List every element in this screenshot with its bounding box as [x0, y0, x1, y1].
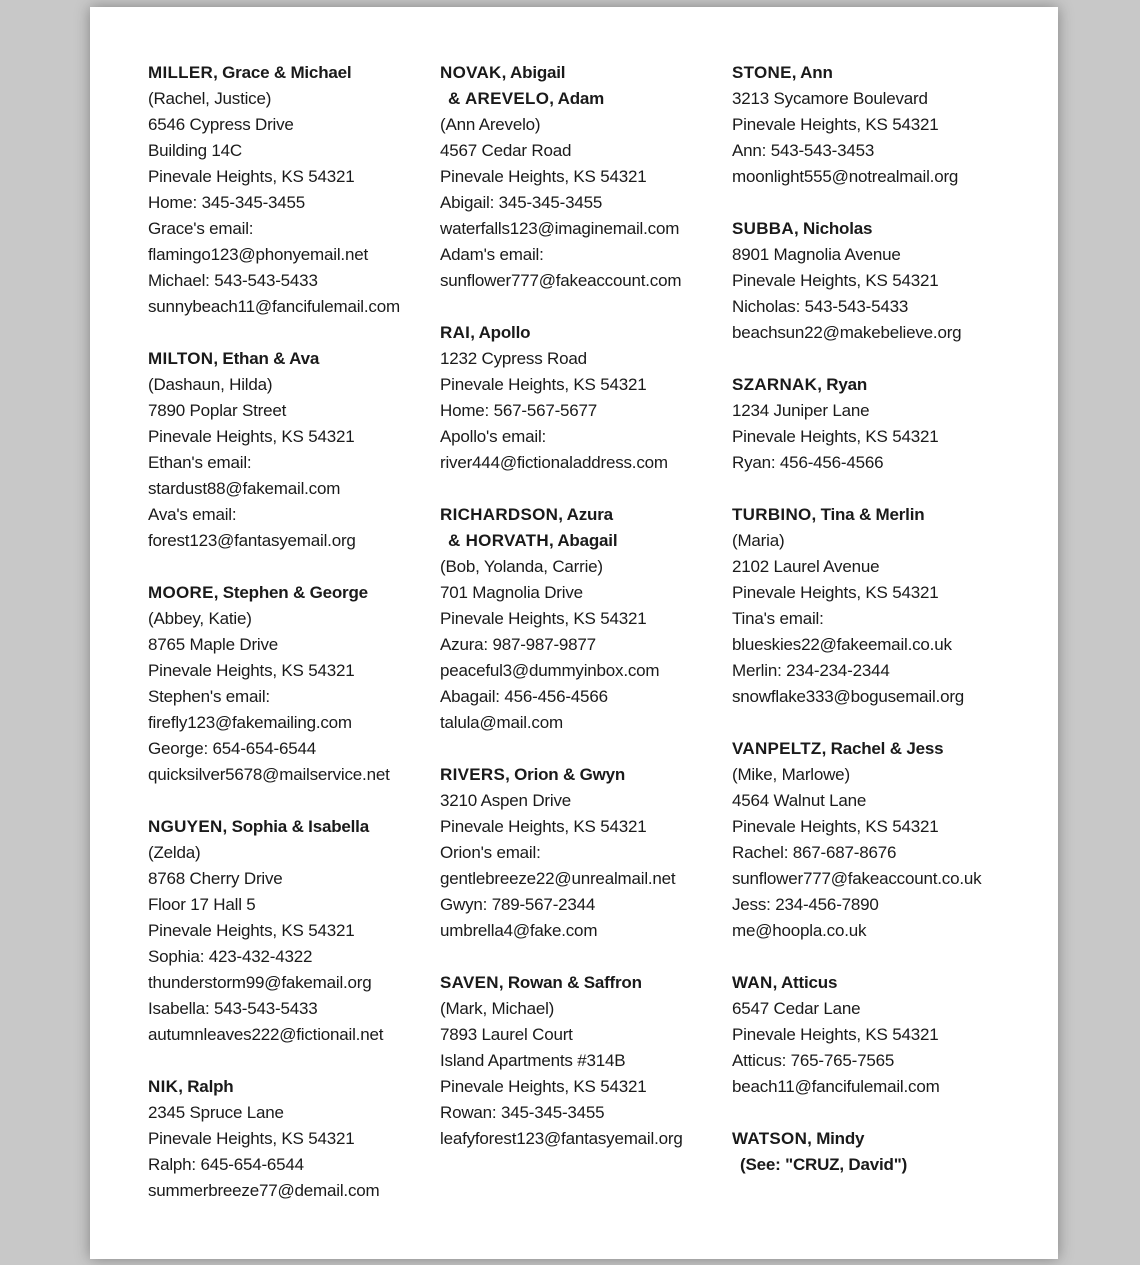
entry-detail-line: Jess: 234-456-7890 — [732, 895, 879, 914]
entry-detail-line: Adam's email: — [440, 245, 544, 264]
entry-second-name — [440, 528, 725, 554]
entry-name — [440, 60, 725, 86]
entry-detail-line: Floor 17 Hall 5 — [148, 895, 256, 914]
entry-surname: NOVAK — [440, 63, 502, 82]
entry-name — [148, 60, 433, 86]
entry-surname: SUBBA — [732, 219, 794, 238]
directory-entry — [440, 320, 725, 476]
entry-detail-line: 701 Magnolia Drive — [440, 583, 583, 602]
entry-detail-line: Sophia: 423-432-4322 — [148, 947, 313, 966]
entry-given-names: , Ann — [791, 63, 833, 82]
entry-second-given-names: , Adam — [549, 89, 605, 108]
entry-detail-line: 1234 Juniper Lane — [732, 401, 870, 420]
entry-surname: NIK — [148, 1077, 179, 1096]
entry-detail-line: 4564 Walnut Lane — [732, 791, 867, 810]
entry-detail-line: Island Apartments #314B — [440, 1051, 626, 1070]
entry-given-names: , Azura — [558, 505, 613, 524]
entry-detail-line: stardust88@fakemail.com — [148, 479, 341, 498]
entry-detail-line: Home: 345-345-3455 — [148, 193, 306, 212]
entry-detail-line: Nicholas: 543-543-5433 — [732, 297, 909, 316]
entry-surname: MILTON — [148, 349, 214, 368]
directory-column-1 — [148, 60, 433, 1230]
entry-cross-reference: (See: "CRUZ, David") — [740, 1155, 908, 1174]
entry-detail-line: 2345 Spruce Lane — [148, 1103, 284, 1122]
entry-given-names: , Ethan & Ava — [213, 349, 320, 368]
entry-detail-line: beachsun22@makebelieve.org — [732, 323, 962, 342]
entry-surname: RIVERS — [440, 765, 506, 784]
entry-detail-line: sunflower777@fakeaccount.com — [440, 271, 682, 290]
entry-detail-line: leafyforest123@fantasyemail.org — [440, 1129, 683, 1148]
entry-given-names: , Stephen & George — [213, 583, 368, 602]
entry-detail-line: quicksilver5678@mailservice.net — [148, 765, 390, 784]
entry-detail-line: gentlebreeze22@unrealmail.net — [440, 869, 676, 888]
entry-given-names: , Rachel & Jess — [821, 739, 944, 758]
entry-detail-line: 4567 Cedar Road — [440, 141, 572, 160]
entry-detail-line: Pinevale Heights, KS 54321 — [440, 375, 647, 394]
entry-name — [440, 762, 725, 788]
entry-detail-line: Pinevale Heights, KS 54321 — [148, 661, 355, 680]
directory-entry — [148, 814, 433, 1048]
entry-surname: RICHARDSON — [440, 505, 559, 524]
directory-column-2 — [440, 60, 725, 1178]
entry-name — [440, 320, 725, 346]
entry-name — [732, 60, 1017, 86]
entry-surname: MOORE — [148, 583, 214, 602]
entry-detail-line: Pinevale Heights, KS 54321 — [440, 609, 647, 628]
entry-detail-line: Pinevale Heights, KS 54321 — [440, 1077, 647, 1096]
entry-name — [148, 1074, 433, 1100]
entry-detail-line: Atticus: 765-765-7565 — [732, 1051, 895, 1070]
entry-name — [148, 814, 433, 840]
entry-surname: SZARNAK — [732, 375, 818, 394]
entry-detail-line: Ryan: 456-456-4566 — [732, 453, 884, 472]
entry-detail-line: Pinevale Heights, KS 54321 — [440, 167, 647, 186]
entry-given-names: , Orion & Gwyn — [505, 765, 626, 784]
entry-detail-line: forest123@fantasyemail.org — [148, 531, 356, 550]
entry-name — [732, 736, 1017, 762]
directory-entry — [440, 502, 725, 736]
entry-detail-line: Pinevale Heights, KS 54321 — [732, 271, 939, 290]
entry-detail-line: 8765 Maple Drive — [148, 635, 279, 654]
entry-given-names: , Rowan & Saffron — [498, 973, 642, 992]
entry-second-surname: & HORVATH — [448, 531, 549, 550]
entry-detail-line: Pinevale Heights, KS 54321 — [732, 427, 939, 446]
entry-name — [440, 502, 725, 528]
entry-detail-line: Gwyn: 789-567-2344 — [440, 895, 596, 914]
entry-detail-line: Ethan's email: — [148, 453, 252, 472]
directory-entry — [148, 580, 433, 788]
entry-surname: TURBINO — [732, 505, 812, 524]
directory-entry — [732, 502, 1017, 710]
entry-name — [148, 346, 433, 372]
entry-detail-line: thunderstorm99@fakemail.org — [148, 973, 372, 992]
entry-detail-line: Pinevale Heights, KS 54321 — [732, 817, 939, 836]
entry-detail-line: Home: 567-567-5677 — [440, 401, 598, 420]
entry-detail-line: Ava's email: — [148, 505, 237, 524]
directory-entry — [440, 762, 725, 944]
directory-entry — [732, 970, 1017, 1100]
entry-detail-line: Merlin: 234-234-2344 — [732, 661, 890, 680]
entry-detail-line: Pinevale Heights, KS 54321 — [732, 1025, 939, 1044]
entry-given-names: , Apollo — [470, 323, 531, 342]
directory-entry — [440, 970, 725, 1152]
entry-detail-line: talula@mail.com — [440, 713, 563, 732]
entry-detail-line: 7893 Laurel Court — [440, 1025, 573, 1044]
entry-detail-line: blueskies22@fakeemail.co.uk — [732, 635, 952, 654]
entry-detail-line: Michael: 543-543-5433 — [148, 271, 318, 290]
entry-given-names: , Ralph — [178, 1077, 234, 1096]
directory-entry — [148, 60, 433, 320]
entry-name — [732, 970, 1017, 996]
entry-detail-line: me@hoopla.co.uk — [732, 921, 867, 940]
entry-name — [732, 216, 1017, 242]
entry-detail-line: (Ann Arevelo) — [440, 115, 541, 134]
entry-detail-line: Pinevale Heights, KS 54321 — [732, 115, 939, 134]
entry-detail-line: Apollo's email: — [440, 427, 547, 446]
entry-detail-line: (Zelda) — [148, 843, 201, 862]
entry-second-name — [440, 86, 725, 112]
entry-name — [732, 502, 1017, 528]
entry-detail-line: Abigail: 345-345-3455 — [440, 193, 603, 212]
entry-detail-line: beach11@fancifulemail.com — [732, 1077, 940, 1096]
entry-detail-line: (Bob, Yolanda, Carrie) — [440, 557, 603, 576]
entry-detail-line: Pinevale Heights, KS 54321 — [148, 921, 355, 940]
entry-detail-line: flamingo123@phonyemail.net — [148, 245, 368, 264]
directory-entry — [732, 216, 1017, 346]
entry-surname: STONE — [732, 63, 792, 82]
entry-detail-line: umbrella4@fake.com — [440, 921, 598, 940]
entry-surname: WATSON — [732, 1129, 808, 1148]
entry-detail-line: Pinevale Heights, KS 54321 — [440, 817, 647, 836]
entry-second-given-names: , Abagail — [548, 531, 618, 550]
entry-second-surname: & AREVELO — [448, 89, 550, 108]
entry-detail-line: 7890 Poplar Street — [148, 401, 287, 420]
directory-entry — [732, 1126, 1017, 1178]
entry-detail-line: Isabella: 543-543-5433 — [148, 999, 318, 1018]
entry-detail-line: autumnleaves222@fictionail.net — [148, 1025, 384, 1044]
entry-detail-line: Ralph: 645-654-6544 — [148, 1155, 304, 1174]
entry-detail-line: (Maria) — [732, 531, 785, 550]
entry-detail-line: (Abbey, Katie) — [148, 609, 252, 628]
entry-detail-line: firefly123@fakemailing.com — [148, 713, 352, 732]
entry-detail-line: George: 654-654-6544 — [148, 739, 317, 758]
directory-entry — [148, 346, 433, 554]
entry-name — [148, 580, 433, 606]
entry-detail-line: Pinevale Heights, KS 54321 — [148, 1129, 355, 1148]
entry-detail-line: moonlight555@notrealmail.org — [732, 167, 959, 186]
entry-detail-line: 6546 Cypress Drive — [148, 115, 294, 134]
entry-surname: VANPELTZ — [732, 739, 822, 758]
entry-given-names: , Nicholas — [793, 219, 873, 238]
entry-given-names: , Atticus — [772, 973, 838, 992]
entry-detail-line: Building 14C — [148, 141, 242, 160]
entry-detail-line: sunflower777@fakeaccount.co.uk — [732, 869, 982, 888]
directory-entry — [732, 372, 1017, 476]
entry-name — [440, 970, 725, 996]
entry-detail-line: snowflake333@bogusemail.org — [732, 687, 965, 706]
entry-detail-line: waterfalls123@imaginemail.com — [440, 219, 680, 238]
entry-detail-line: Pinevale Heights, KS 54321 — [148, 427, 355, 446]
entry-detail-line: 3213 Sycamore Boulevard — [732, 89, 928, 108]
directory-entry — [440, 60, 725, 294]
entry-surname: MILLER — [148, 63, 214, 82]
entry-name — [732, 1126, 1017, 1152]
entry-detail-line: Ann: 543-543-3453 — [732, 141, 875, 160]
entry-detail-line: 2102 Laurel Avenue — [732, 557, 880, 576]
document-page — [90, 7, 1058, 1259]
entry-surname: WAN — [732, 973, 773, 992]
entry-detail-line: 8901 Magnolia Avenue — [732, 245, 901, 264]
entry-detail-line: Rowan: 345-345-3455 — [440, 1103, 605, 1122]
entry-given-names: , Tina & Merlin — [811, 505, 925, 524]
entry-detail-line: sunnybeach11@fancifulemail.com — [148, 297, 400, 316]
directory-entry — [732, 736, 1017, 944]
entry-detail-line: Abagail: 456-456-4566 — [440, 687, 608, 706]
entry-detail-line: Pinevale Heights, KS 54321 — [148, 167, 355, 186]
directory-entry — [148, 1074, 433, 1204]
entry-detail-line: (Rachel, Justice) — [148, 89, 272, 108]
entry-detail-line: 6547 Cedar Lane — [732, 999, 861, 1018]
entry-given-names: , Mindy — [807, 1129, 865, 1148]
entry-detail-line: 1232 Cypress Road — [440, 349, 587, 368]
entry-surname: SAVEN — [440, 973, 499, 992]
entry-detail-line: Tina's email: — [732, 609, 824, 628]
entry-name — [732, 372, 1017, 398]
entry-detail-line: Azura: 987-987-9877 — [440, 635, 596, 654]
entry-detail-line: (Mike, Marlowe) — [732, 765, 850, 784]
directory-column-3 — [732, 60, 1017, 1204]
entry-surname: NGUYEN — [148, 817, 223, 836]
entry-detail-line: (Dashaun, Hilda) — [148, 375, 273, 394]
entry-detail-line: Pinevale Heights, KS 54321 — [732, 583, 939, 602]
entry-given-names: , Sophia & Isabella — [222, 817, 369, 836]
entry-detail-line: 8768 Cherry Drive — [148, 869, 283, 888]
entry-detail-line: summerbreeze77@demail.com — [148, 1181, 380, 1200]
entry-detail-line: river444@fictionaladdress.com — [440, 453, 668, 472]
entry-given-names: , Grace & Michael — [213, 63, 352, 82]
entry-detail-line: peaceful3@dummyinbox.com — [440, 661, 660, 680]
entry-given-names: , Ryan — [817, 375, 868, 394]
entry-detail-line: (Mark, Michael) — [440, 999, 555, 1018]
entry-detail-line: Grace's email: — [148, 219, 254, 238]
entry-surname: RAI — [440, 323, 471, 342]
entry-detail-line: Stephen's email: — [148, 687, 270, 706]
entry-detail-line: 3210 Aspen Drive — [440, 791, 571, 810]
entry-detail-line: Rachel: 867-687-8676 — [732, 843, 897, 862]
entry-detail-line: Orion's email: — [440, 843, 541, 862]
entry-given-names: , Abigail — [501, 63, 566, 82]
directory-entry — [732, 60, 1017, 190]
